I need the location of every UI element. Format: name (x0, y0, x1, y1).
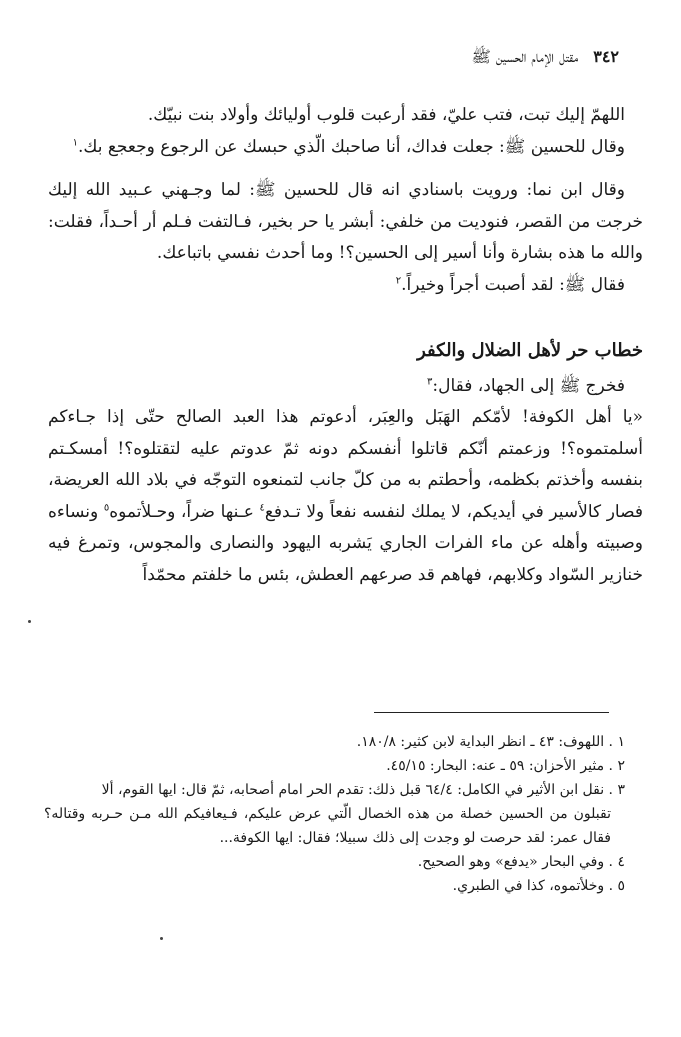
main-text (48, 100, 643, 591)
paragraph-1 (48, 100, 643, 132)
scan-speck (160, 937, 163, 940)
footnote-2: ٢ . مثير الأحزان: ٥٩ ـ عنه: البحار: ٤٥/١٥. (386, 758, 625, 774)
paragraph-6-text-c: ونساءه وصبيته وأهله عن ماء الفرات الجاري يَشربه اليهود والنصارى والمجوس، وتمرغ فيه خنازير السّواد وكلابهم، فهاهم قد صرعهم العطش، بئس ما خلفتم محمّداً (48, 501, 643, 585)
paragraph-4-text: فقال ﷺ: لقد أصبت أجراً وخيراً. (401, 274, 625, 295)
footnote-ref-5[interactable]: ٥ (103, 501, 110, 513)
paragraph-5-text: فخرج ﷺ إلى الجهاد، فقال: (432, 375, 625, 396)
footnote-ref-2[interactable]: ٢ (395, 274, 402, 286)
footnote-ref-3[interactable]: ٣ (427, 375, 433, 387)
footnote-3-continuation: تقبلون من الحسين خصلة من هذه الخصال الّتي عرض عليكم، فـيعافيكم الله مـن حـربه وقتاله؟ فقال عمر: لقد حرصت لو وجدت إلى ذلك سبيلا؛ فقال: ايها الكوفة... (44, 806, 611, 846)
footnote-3-line-1: ٣ . نقل ابن الأثير في الكامل: ٦٤/٤ قبل ذلك: تقدم الحر امام أصحابه، ثمّ قال: ايها القوم، ألا (101, 782, 625, 798)
paragraph-6 (48, 402, 643, 591)
footnote-4: ٤ . وفي البحار «يدفع» وهو الصحيح. (417, 854, 625, 870)
footnote-ref-1[interactable]: ١ (72, 136, 79, 148)
paragraph-3-text: وقال ابن نما: ورويت باسنادي انه قال للحسين ﷺ: لما وجـهني عـبيد الله إليك خرجت من القصر، فنوديت من خلفي: أبشر يا حر بخير، فـالتفت فـلم أر أحـداً، فقلت: والله ما هذه بشارة وأنا أسير إلى الحسين؟! وما أحدث نفسي باتباعك. (48, 180, 643, 263)
paragraph-3 (48, 175, 643, 270)
footnotes (44, 730, 625, 898)
footnote-1: ١ . اللهوف: ٤٣ ـ انظر البداية لابن كثير: ١٨٠/٨. (356, 734, 625, 750)
footnote-5: ٥ . وخلأتموه، كذا في الطبري. (452, 878, 625, 894)
footnote-3 (44, 778, 625, 850)
page-number: ٣٤٢ (593, 47, 619, 66)
paragraph-4 (48, 270, 643, 302)
section-heading: خطاب حر لأهل الضلال والكفر (417, 340, 643, 361)
running-header (60, 47, 619, 73)
paragraph-2 (48, 132, 643, 164)
paragraph-6-text-a: «يا أهل الكوفة! لأمّكم الهَبَل والعِبَر، أدعوتم هذا العبد الصالح حتّى إذا جـاءكم أسلمتموه؟! وزعمتم أنّكم قاتلوا أنفسكم دونه ثمّ عدوتم عليه لتقتلوه؟! أمسكـتم بنفسه وأخذتم بكظمه، وأحطتم به من كلّ جانب لتمنعوه التوجّه في بلاد الله العريضة، فصار كالأسير في أيديكم، لا يملك لنفسه نفعاً ولا تـدفع (48, 407, 643, 522)
paragraph-2-text: وقال للحسين ﷺ: جعلت فداك، أنا صاحبك الّذي حبسك عن الرجوع وجعجع بك. (78, 136, 625, 157)
footnote-separator (374, 712, 609, 713)
scan-speck (28, 620, 31, 623)
paragraph-5 (48, 371, 643, 403)
paragraph-1-text: اللهمّ إليك تبت، فتب عليّ، فقد أرعبت قلوب أوليائك وأولاد بنت نبيّك. (147, 105, 625, 125)
paragraph-6-text-b: عـنها ضراً، وحـلأتموه (109, 501, 254, 522)
book-title: مقتل الإمام الحسين ﷺ (471, 47, 579, 66)
footnote-ref-4[interactable]: ٤ (259, 501, 265, 513)
